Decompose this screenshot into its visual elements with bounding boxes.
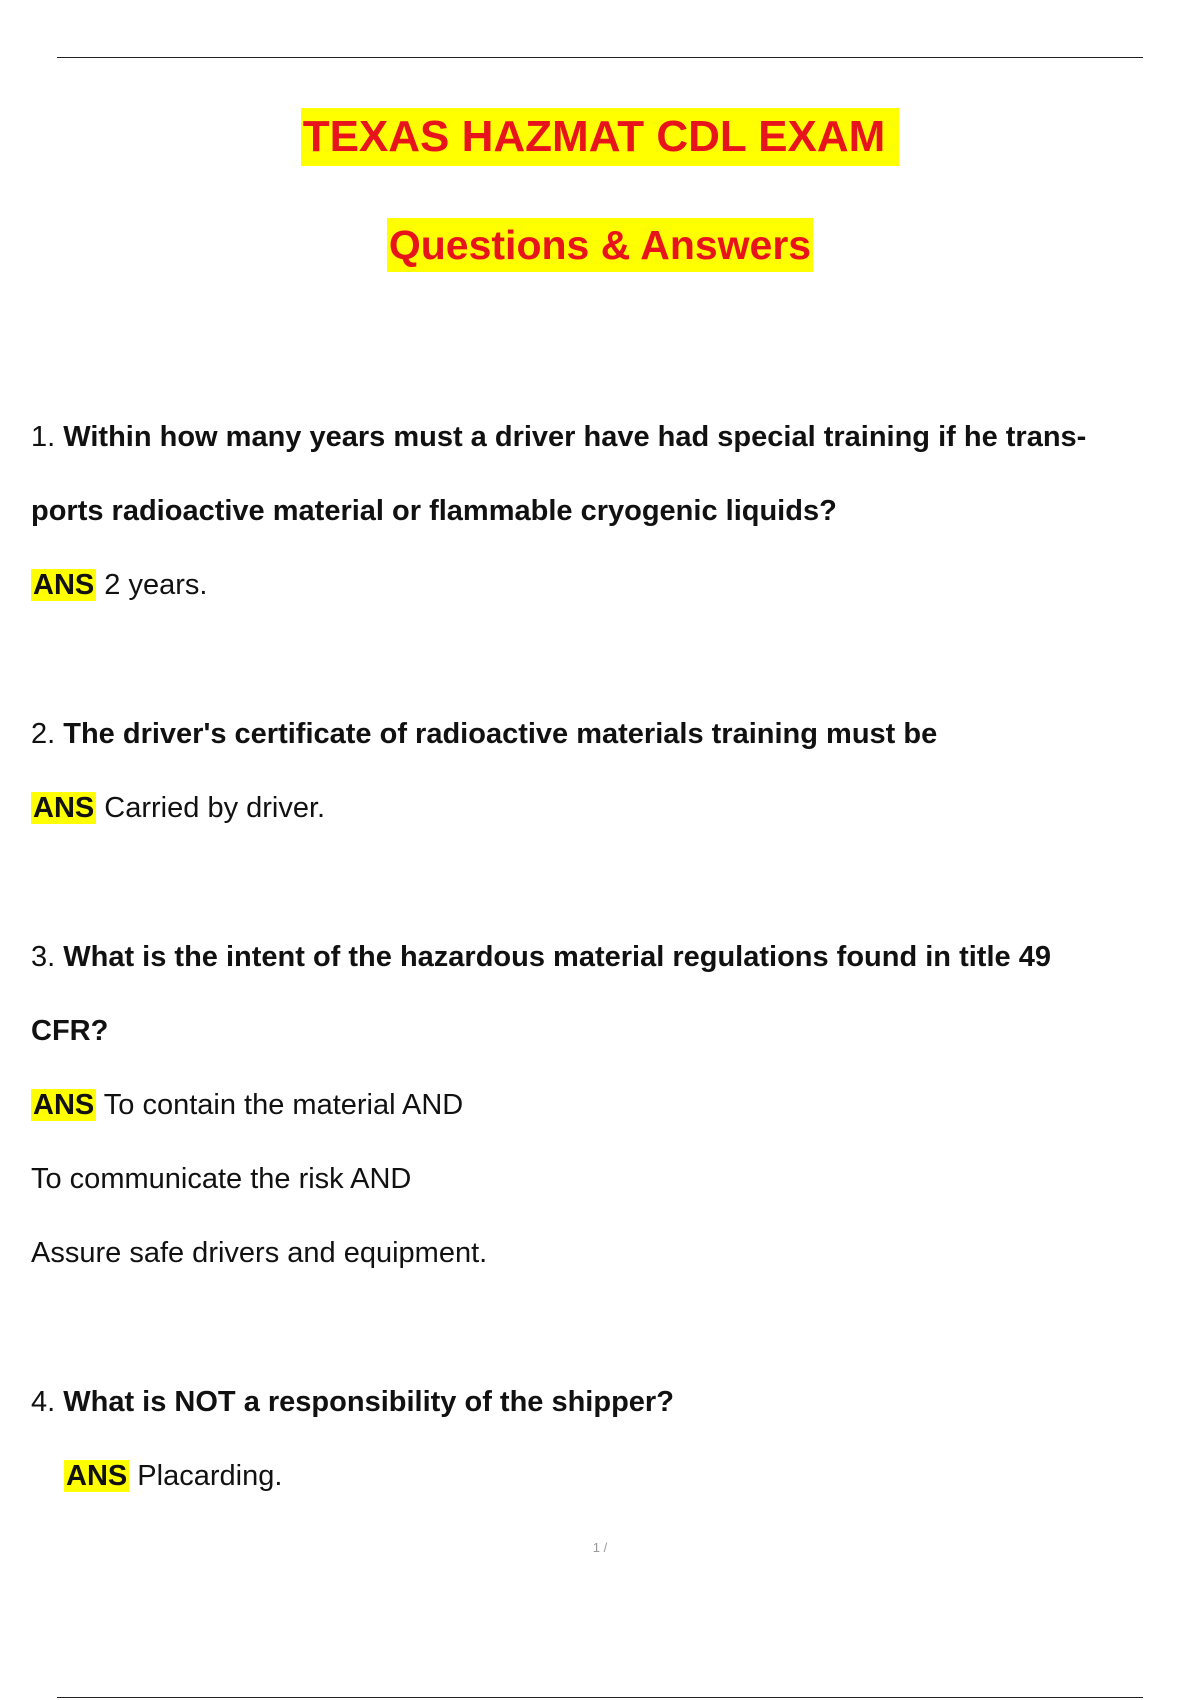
- answer-2-tag: ANS: [33, 792, 95, 824]
- document-subtitle: [0, 218, 1200, 272]
- answer-1-text: 2 years.: [104, 569, 208, 601]
- question-2-line-1: [31, 715, 937, 753]
- answer-3-tag: ANS: [33, 1089, 95, 1121]
- answer-3-line-2: [31, 1160, 411, 1198]
- top-rule: [57, 57, 1143, 58]
- answer-4-tag: ANS: [66, 1460, 128, 1492]
- answer-3: [31, 1086, 463, 1124]
- question-2-text: The driver's certificate of radioactive materials training must be: [63, 718, 938, 750]
- answer-4: [64, 1457, 282, 1495]
- title-text: TEXAS HAZMAT CDL EXAM: [301, 108, 900, 166]
- answer-3-text-cont-1: To communicate the risk AND: [31, 1163, 412, 1195]
- bottom-rule: [57, 1697, 1143, 1698]
- question-1-line-2: [31, 492, 837, 530]
- answer-3-line-3: [31, 1234, 487, 1272]
- answer-2: [31, 789, 325, 827]
- subtitle-text: Questions & Answers: [387, 218, 813, 272]
- question-1-text: Within how many years must a driver have had special training if he trans-: [63, 421, 1087, 453]
- question-3-text: What is the intent of the hazardous material regulations found in title 49: [63, 941, 1051, 973]
- question-3-number: 3.: [31, 941, 56, 973]
- answer-2-text: Carried by driver.: [104, 792, 326, 824]
- question-2-number: 2.: [31, 718, 56, 750]
- question-1-line-1: [31, 418, 1086, 456]
- question-3-line-2: [31, 1012, 108, 1050]
- document-title: [0, 108, 1200, 166]
- question-1-text-cont: ports radioactive material or flammable cryogenic liquids?: [31, 495, 837, 527]
- answer-3-text-cont-2: Assure safe drivers and equipment.: [31, 1237, 488, 1269]
- question-1-number: 1.: [31, 421, 56, 453]
- answer-4-text: Placarding.: [137, 1460, 283, 1492]
- question-3-text-cont: CFR?: [31, 1015, 109, 1047]
- answer-1-tag: ANS: [33, 569, 95, 601]
- page-number: 1 /: [592, 1540, 608, 1555]
- question-3-line-1: [31, 938, 1051, 976]
- question-4-number: 4.: [31, 1386, 56, 1418]
- answer-1: [31, 566, 207, 604]
- question-4-line-1: [31, 1383, 674, 1421]
- question-4-text: What is NOT a responsibility of the shipper?: [63, 1386, 674, 1418]
- answer-3-text: To contain the material AND: [103, 1089, 464, 1121]
